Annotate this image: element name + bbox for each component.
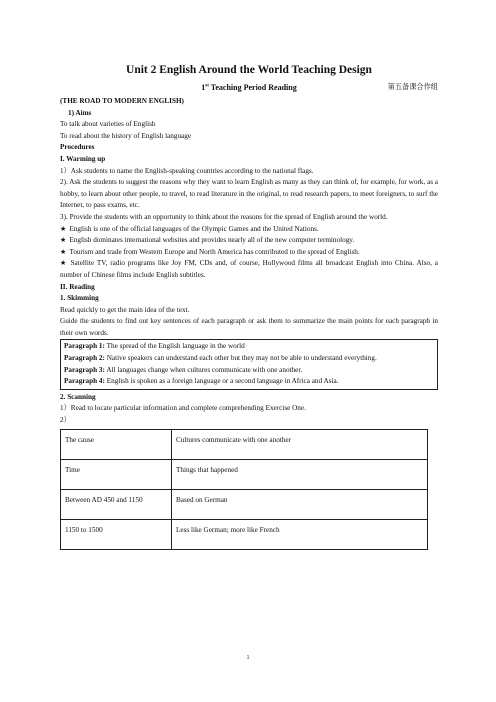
- skimming-item: Read quickly to get the main idea of the text.: [60, 305, 190, 314]
- paragraph-summary: [64, 341, 434, 353]
- period-number: 1: [201, 83, 206, 92]
- aims-heading: 1) Aims: [68, 108, 92, 117]
- page-number: 1: [246, 655, 250, 661]
- paragraph-text: All languages change when cultures communicate with one another.: [104, 365, 303, 374]
- paragraph-label: Paragraph 4:: [64, 377, 105, 386]
- table-cell: 1150 to 1500: [61, 519, 172, 549]
- period-heading: [60, 82, 438, 94]
- period-suffix: st: [205, 83, 209, 89]
- table-cell: The cause: [61, 429, 172, 459]
- paragraph-label: Paragraph 2:: [64, 354, 105, 363]
- paragraph-summary: [64, 365, 434, 377]
- skimming-item: Guide the students to find out key sentences of each paragraph or ask them to summarize the main points for each paragraph in their own words.: [60, 317, 438, 337]
- scanning-item: 2）: [60, 416, 71, 425]
- paragraph-text: Native speakers can understand each other but they may not be able to understand everything.: [104, 354, 377, 363]
- table-cell: Cultures communicate with one another: [172, 429, 428, 459]
- procedures-heading: Procedures: [60, 143, 95, 152]
- warming-item: 1）Ask students to name the English-speaking countries according to the national flags.: [60, 166, 314, 175]
- reading-heading: II. Reading: [60, 282, 95, 291]
- warming-item: 3). Provide the students with an opportunity to think about the reasons for the spread of English around the world.: [60, 212, 388, 221]
- paragraph-text: English is spoken as a foreign language or a second language in Africa and Asia.: [104, 377, 339, 386]
- aim-item: To talk about varieties of English: [60, 120, 156, 129]
- table-row: [61, 459, 428, 489]
- paragraph-summary: [64, 353, 434, 365]
- skimming-heading: 1. Skimming: [60, 294, 99, 303]
- warming-item: 2). Ask the students to suggest the reasons why they want to learn English as many as they can think of, for example, for work, as a hobby, to learn about other people, to travel, to read literature in the original, to read research papers, to meet foreigners, to surf the Internet, to pass exams, etc.: [60, 178, 438, 210]
- history-table: [60, 429, 428, 550]
- table-cell: Things that happened: [172, 459, 428, 489]
- aim-item: To read about the history of English language: [60, 131, 192, 140]
- group-name: 第五备课合作组: [387, 83, 438, 91]
- document-page: [60, 62, 438, 550]
- scanning-heading: 2. Scanning: [60, 392, 96, 401]
- period-rest: Teaching Period Reading: [208, 83, 297, 92]
- table-row: [61, 519, 428, 549]
- star-item: ★ Satellite TV, radio programs like Joy FM, CDs and, of course, Hollywood films all broadcast English into China. Also, a number of Chinese films include English subtitles.: [60, 258, 438, 281]
- warming-heading: I. Warming up: [60, 154, 106, 163]
- table-row: [61, 489, 428, 519]
- star-item: ★ English is one of the official languages of the Olympic Games and the United Nations.: [60, 224, 438, 236]
- paragraph-label: Paragraph 3:: [64, 365, 105, 374]
- paragraph-summary: [64, 376, 434, 388]
- document-title: Unit 2 English Around the World Teaching Design: [126, 64, 372, 76]
- star-item: ★ English dominates international websites and provides nearly all of the new computer terminology.: [60, 235, 438, 247]
- scanning-item: 1）Read to locate particular information and complete comprehending Exercise One.: [60, 404, 306, 413]
- star-item: ★ Tourism and trade from Western Europe and North America has contributed to the spread of English.: [60, 247, 438, 259]
- paragraph-text: The spread of the English language in the world: [104, 342, 245, 351]
- table-cell: Based on German: [172, 489, 428, 519]
- paragraph-summary-box: [60, 339, 438, 389]
- table-cell: Between AD 450 and 1150: [61, 489, 172, 519]
- table-row: [61, 429, 428, 459]
- table-cell: Less like German; more like French: [172, 519, 428, 549]
- paragraph-label: Paragraph 1:: [64, 342, 105, 351]
- subtitle-row: [60, 82, 438, 96]
- road-subtitle: (THE ROAD TO MODERN ENGLISH): [60, 97, 184, 105]
- table-cell: Time: [61, 459, 172, 489]
